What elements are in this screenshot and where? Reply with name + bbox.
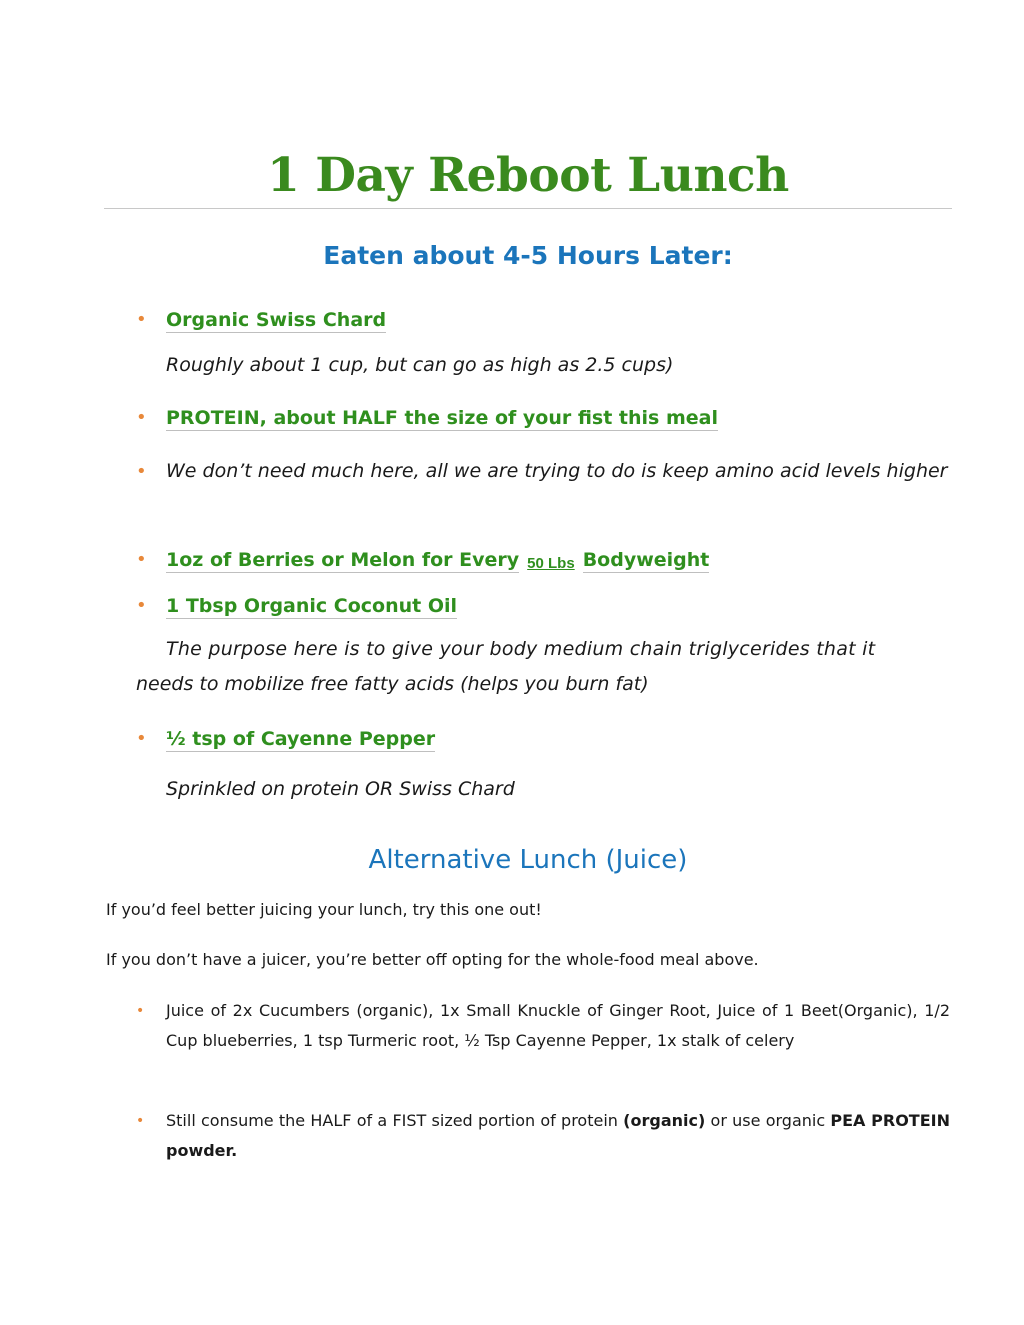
bullet-icon: •	[136, 728, 147, 749]
link-organic-swiss-chard[interactable]: Organic Swiss Chard	[166, 309, 387, 331]
item-note-sprinkled: Sprinkled on protein OR Swiss Chard	[166, 778, 515, 800]
protein-text-start: Still consume the HALF of a FIST sized portion of protein	[166, 1111, 624, 1130]
link-berries-melon[interactable]: 1oz of Berries or Melon for Every	[166, 549, 520, 571]
list-item	[136, 306, 950, 386]
protein-portion-text	[166, 1106, 950, 1166]
list-item	[136, 996, 950, 1088]
list-item	[136, 725, 950, 755]
list-item	[136, 454, 950, 526]
pea-protein-bold: PEA PROTEIN powder.	[166, 1111, 950, 1160]
list-item	[136, 592, 950, 622]
page-title: 1 Day Reboot Lunch	[267, 148, 789, 203]
link-bodyweight[interactable]: Bodyweight	[582, 549, 710, 571]
item-text-amino: We don’t need much here, all we are trying to do is keep amino acid levels higher	[166, 460, 948, 482]
link-50-lbs[interactable]: 50 Lbs	[527, 555, 575, 572]
link-cayenne-pepper[interactable]: ½ tsp of Cayenne Pepper	[166, 728, 436, 750]
title-divider	[104, 208, 952, 209]
section-heading-alternative: Alternative Lunch (Juice)	[368, 845, 688, 875]
bullet-icon: •	[136, 309, 147, 330]
protein-text-mid: or use organic	[705, 1111, 831, 1130]
organic-bold: (organic)	[623, 1111, 706, 1130]
item-note: Roughly about 1 cup, but can go as high as 2.5 cups)	[166, 354, 674, 376]
bullet-icon: •	[136, 461, 147, 482]
link-coconut-oil[interactable]: 1 Tbsp Organic Coconut Oil	[166, 595, 458, 617]
list-item	[136, 546, 950, 578]
section-heading-eaten-later: Eaten about 4-5 Hours Later:	[323, 241, 733, 270]
bullet-icon: •	[136, 1113, 145, 1129]
list-item	[136, 1106, 950, 1168]
paragraph-juicing: If you’d feel better juicing your lunch, try this one out!	[106, 900, 542, 919]
paragraph-no-juicer: If you don’t have a juicer, you’re better off opting for the whole-food meal above.	[106, 950, 759, 969]
bullet-icon: •	[136, 549, 147, 570]
item-note-mct-line2: needs to mobilize free fatty acids (helps you burn fat)	[136, 673, 649, 695]
juice-recipe-text: Juice of 2x Cucumbers (organic), 1x Small Knuckle of Ginger Root, Juice of 1 Beet(Organic), 1/2 Cup blueberries, 1 tsp Turmeric root, ½ Tsp Cayenne Pepper, 1x stalk of celery	[166, 1001, 950, 1050]
item-note-mct-line1: The purpose here is to give your body medium chain triglycerides that it	[166, 638, 876, 660]
list-item	[136, 404, 950, 434]
bullet-icon: •	[136, 595, 147, 616]
bullet-icon: •	[136, 407, 147, 428]
link-protein-half-fist[interactable]: PROTEIN, about HALF the size of your fist this meal	[166, 407, 718, 429]
bullet-icon: •	[136, 1003, 145, 1019]
